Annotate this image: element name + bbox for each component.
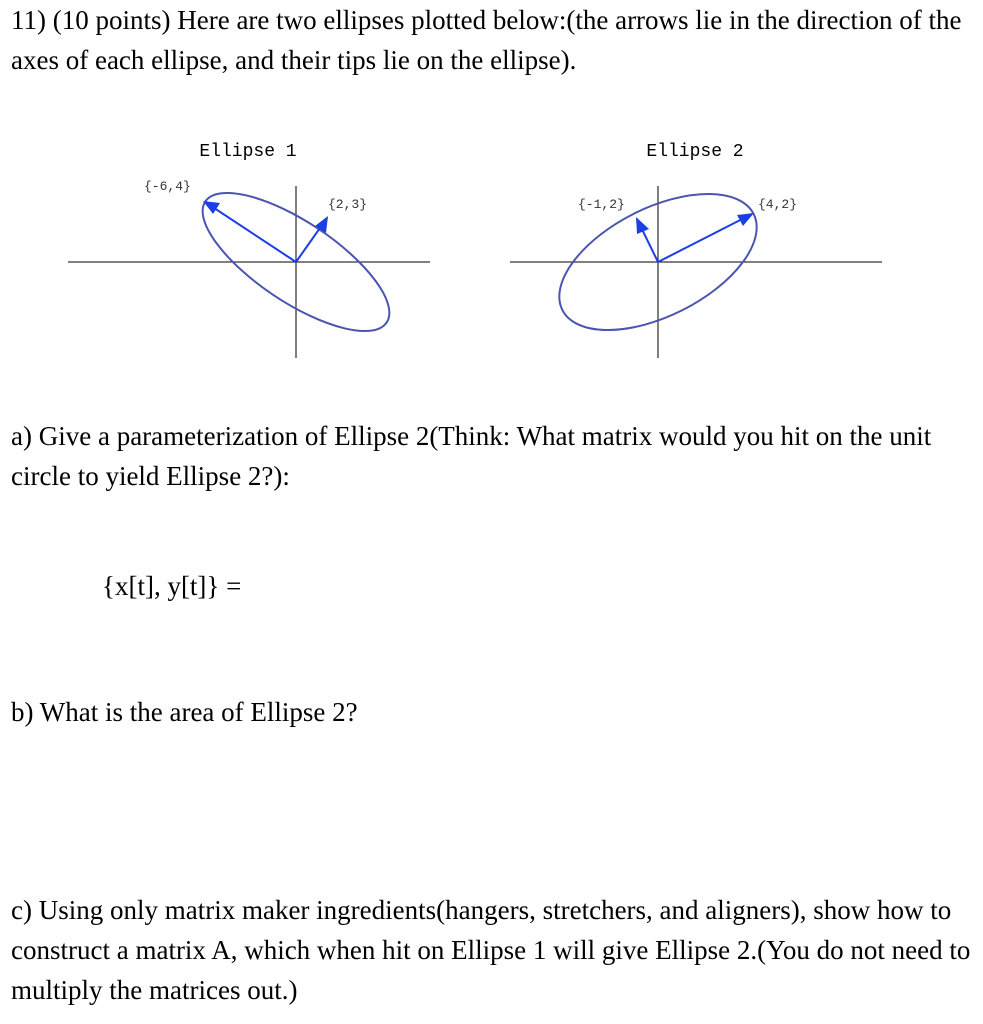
ellipse-2-arrow-b <box>658 214 752 262</box>
part-b-question: b) What is the area of Ellipse 2? <box>11 697 358 727</box>
ellipse-1-arrow-a <box>205 202 296 262</box>
ellipse-1-title: Ellipse 1 <box>199 142 297 162</box>
ellipse-2-arrowhead-a <box>636 217 649 234</box>
ellipse-2-label-b: {4,2} <box>758 197 798 212</box>
ellipse-1-label-b: {2,3} <box>328 197 368 212</box>
ellipse-2-label-a: {-1,2} <box>578 197 625 212</box>
ellipse-1-label-a: {-6,4} <box>144 179 191 194</box>
ellipse-2-arrowhead-b <box>737 213 754 226</box>
parameterization-formula: {x[t], y[t]} = <box>102 571 242 601</box>
part-c-question: c) Using only matrix maker ingredients(hangers, stretchers, and aligners), show how to construct a matrix A, which when hit on Ellipse 1 will give Ellipse 2.(You do not need to multiply the matrices out.) <box>11 895 971 1005</box>
part-a-question: a) Give a parameterization of Ellipse 2(Think: What matrix would you hit on the unit circle to yield Ellipse 2?): <box>11 421 932 491</box>
ellipse-1-plot <box>58 120 438 365</box>
ellipse-2-plot <box>500 120 890 365</box>
ellipse-1-arrowhead-a <box>203 201 220 214</box>
question-header: 11) (10 points) Here are two ellipses plotted below:(the arrows lie in the direction of the axes of each ellipse, and their tips lie on the ellipse). <box>11 5 962 75</box>
ellipse-2-title: Ellipse 2 <box>646 142 744 162</box>
